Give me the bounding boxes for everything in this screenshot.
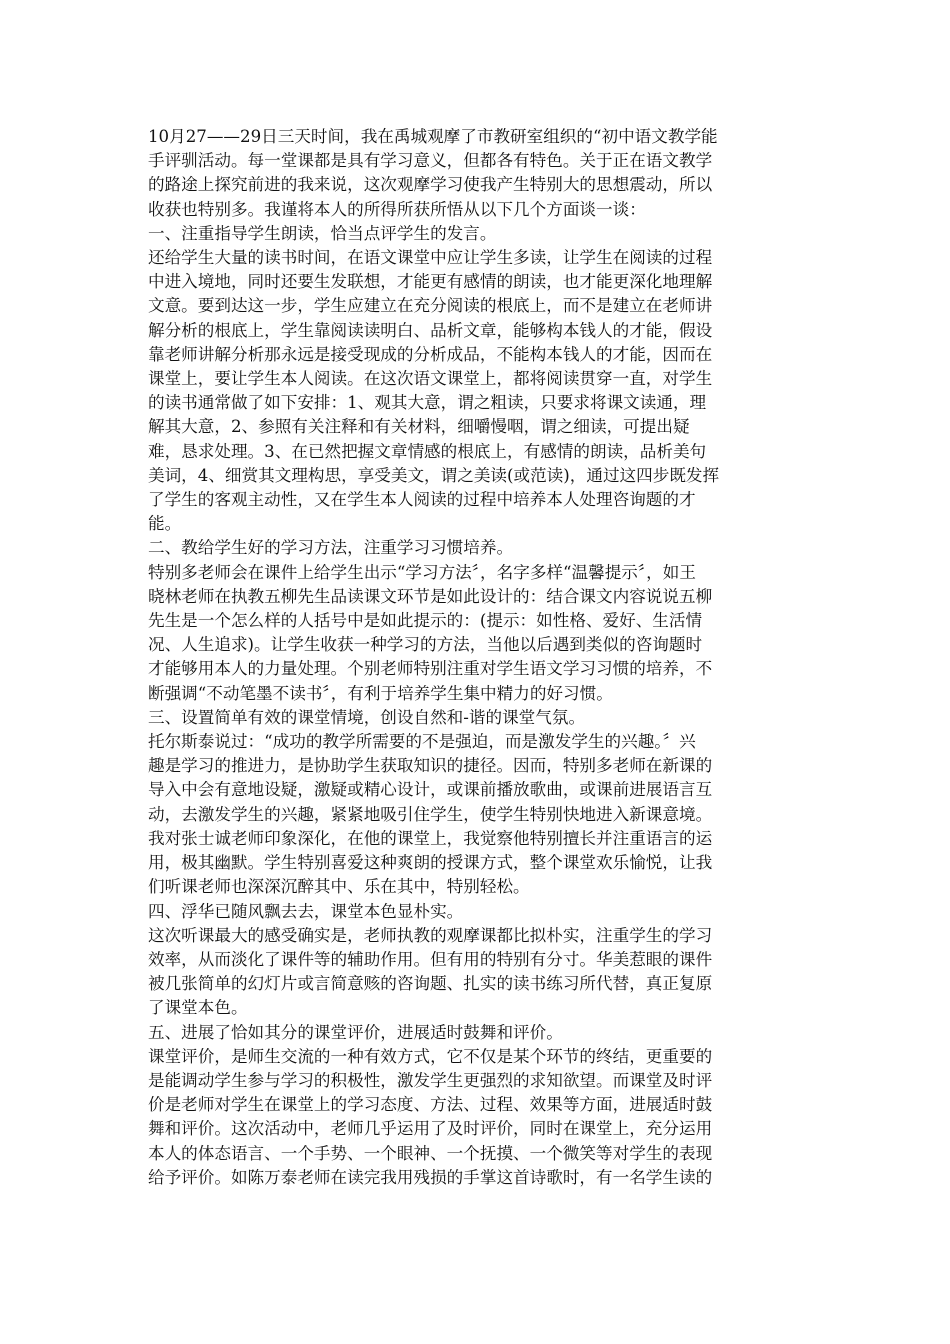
text-line: 导入中会有意地设疑，激疑或精心设计，或课前播放歌曲，或课前进展语言互 — [148, 780, 713, 800]
text-line: 我对张士诚老师印象深化，在他的课堂上，我觉察他特别擅长并注重语言的运 — [148, 828, 713, 848]
text-line: 了课堂本色。 — [148, 998, 248, 1018]
text-line: 价是老师对学生在课堂上的学习态度、方法、过程、效果等方面，进展适时鼓 — [148, 1095, 713, 1115]
text-line: 是能调动学生参与学习的积极性，激发学生更强烈的求知欲望。而课堂及时评 — [148, 1070, 713, 1090]
text-line: 给予评价。如陈万泰老师在读完我用残损的手掌这首诗歌时，有一名学生读的 — [148, 1167, 713, 1187]
text-line: 断强调“不动笔墨不读书〞，有利于培养学生集中精力的好习惯。 — [148, 683, 613, 703]
text-line: 10月27——29日三天时间，我在禹城观摩了市教研室组织的“初中语文教学能 — [148, 127, 718, 146]
section-heading-4: 四、浮华已随风飘去去，课堂本色显朴实。 — [148, 901, 464, 921]
section-heading-3: 三、设置简单有效的课堂情境，创设自然和-谐的课堂气氛。 — [148, 707, 586, 727]
text-line: 美词，4、细赏其文理构思，享受美文，谓之美读(或范读)，通过这四步既发挥 — [148, 465, 720, 485]
document-body — [148, 125, 803, 1190]
text-line: 这次听课最大的感受确实是，老师执教的观摩课都比拟朴实，注重学生的学习 — [148, 925, 713, 945]
text-line: 手评驯活动。每一堂课都是具有学习意义，但都各有特色。关于正在语文教学 — [148, 151, 713, 171]
text-line: 解分析的根底上，学生靠阅读读明白、品析文章，能够构本钱人的才能，假设 — [148, 320, 713, 340]
text-line: 的路途上探究前进的我来说，这次观摩学习使我产生特别大的思想震动，所以 — [148, 175, 713, 195]
text-line: 课堂评价，是师生交流的一种有效方式，它不仅是某个环节的终结，更重要的 — [148, 1046, 713, 1066]
text-line: 们听课老师也深深沉醉其中、乐在其中，特别轻松。 — [148, 877, 530, 897]
text-line: 文意。要到达这一步，学生应建立在充分阅读的根底上，而不是建立在老师讲 — [148, 296, 713, 316]
text-line: 先生是一个怎么样的人括号中是如此提示的：(提示：如性格、爱好、生活情 — [148, 611, 703, 631]
text-line: 才能够用本人的力量处理。个别老师特别注重对学生语文学习习惯的培养，不 — [148, 659, 713, 679]
text-line: 的读书通常做了如下安排：1、观其大意，谓之粗读，只要求将课文读通，理 — [148, 393, 707, 413]
text-line: 能。 — [148, 514, 182, 534]
text-line: 课堂上，要让学生本人阅读。在这次语文课堂上，都将阅读贯穿一直，对学生 — [148, 369, 713, 389]
text-line: 托尔斯泰说过：“成功的教学所需要的不是强迫，而是激发学生的兴趣。〞兴 — [148, 732, 696, 752]
text-line: 晓林老师在执教五柳先生品读课文环节是如此设计的：结合课文内容说说五柳 — [148, 586, 713, 606]
text-line: 还给学生大量的读书时间，在语文课堂中应让学生多读，让学生在阅读的过程 — [148, 248, 713, 268]
text-line: 了学生的客观主动性，又在学生本人阅读的过程中培养本人处理咨询题的才 — [148, 490, 696, 510]
text-line: 难，恳求处理。3、在已然把握文章情感的根底上，有感情的朗读，品析美句 — [148, 441, 707, 461]
section-heading-1: 一、注重指导学生朗读，恰当点评学生的发言。 — [148, 223, 497, 243]
text-line: 动，去激发学生的兴趣，紧紧地吸引住学生，使学生特别快地进入新课意境。 — [148, 804, 713, 824]
text-line: 特别多老师会在课件上给学生出示“学习方法〞，名字多样“温馨提示〞，如王 — [148, 562, 696, 582]
text-line: 用，极其幽默。学生特别喜爱这种爽朗的授课方式，整个课堂欢乐愉悦，让我 — [148, 853, 713, 873]
text-line: 本人的体态语言、一个手势、一个眼神、一个抚摸、一个微笑等对学生的表现 — [148, 1143, 713, 1163]
section-heading-5: 五、进展了恰如其分的课堂评价，进展适时鼓舞和评价。 — [148, 1022, 563, 1042]
text-line: 况、人生追求)。让学生收获一种学习的方法，当他以后遇到类似的咨询题时 — [148, 635, 703, 655]
text-line: 被几张简单的幻灯片或言简意赅的咨询题、扎实的读书练习所代替，真正复原 — [148, 974, 713, 994]
text-line: 解其大意，2、参照有关注释和有关材料，细嚼慢咽，谓之细读，可提出疑 — [148, 417, 690, 437]
text-line: 中进入境地，同时还要生发联想，才能更有感情的朗读，也才能更深化地理解 — [148, 272, 713, 292]
text-line: 舞和评价。这次活动中，老师几乎运用了及时评价，同时在课堂上，充分运用 — [148, 1119, 713, 1139]
text-line: 效率，从而淡化了课件等的辅助作用。但有用的特别有分寸。华美惹眼的课件 — [148, 949, 713, 969]
text-line: 趣是学习的推进力，是协助学生获取知识的捷径。因而，特别多老师在新课的 — [148, 756, 713, 776]
text-line: 收获也特别多。我谨将本人的所得所获所悟从以下几个方面谈一谈： — [148, 199, 646, 219]
text-line: 靠老师讲解分析那永远是接受现成的分析成品，不能构本钱人的才能，因而在 — [148, 344, 713, 364]
section-heading-2: 二、教给学生好的学习方法，注重学习习惯培养。 — [148, 538, 514, 558]
